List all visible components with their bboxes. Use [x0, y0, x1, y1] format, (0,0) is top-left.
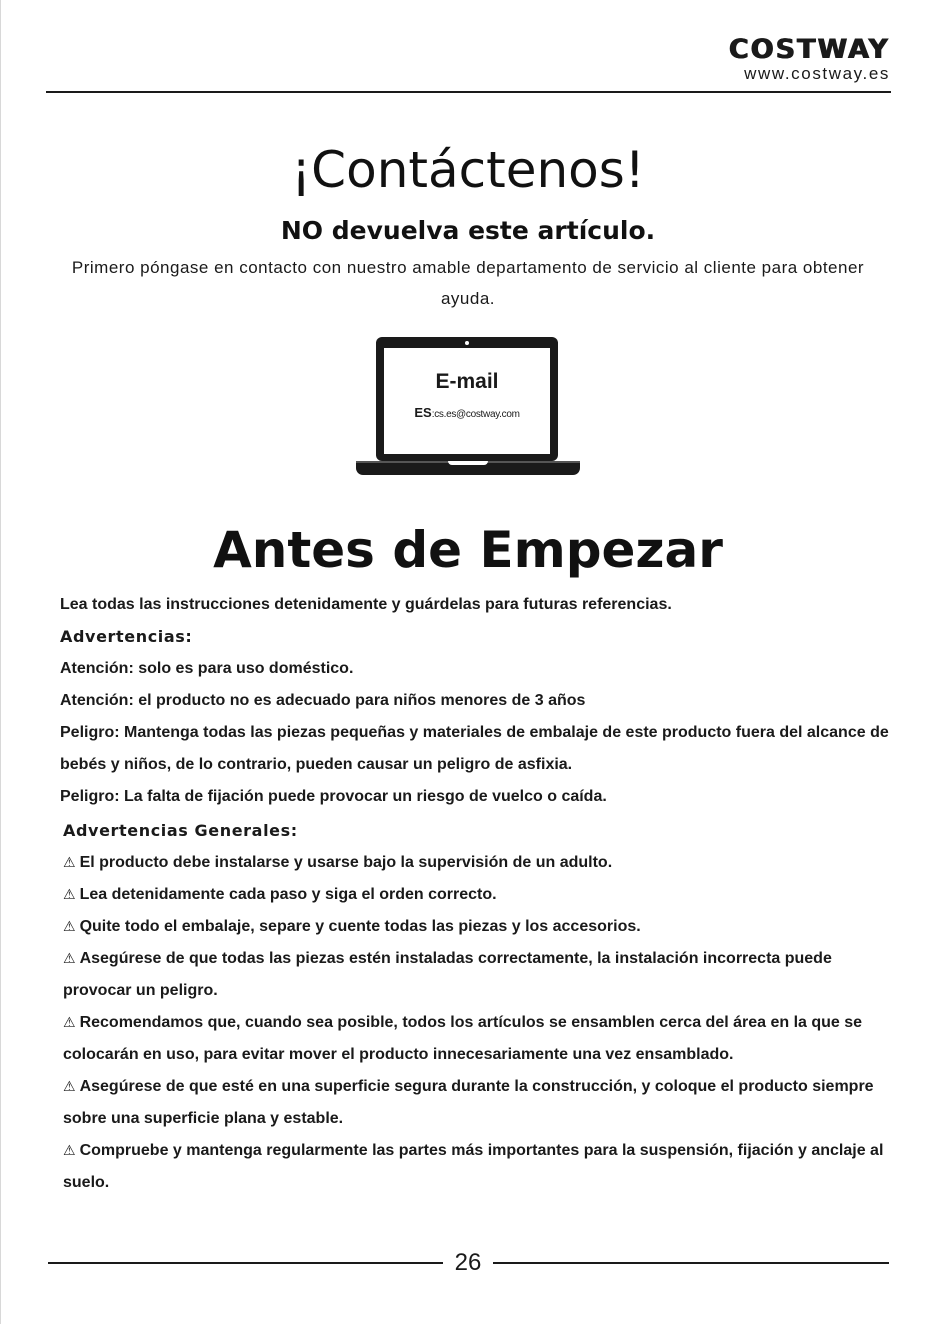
email-separator: : [431, 409, 435, 420]
laptop-display [384, 348, 550, 454]
brand-logo: COSTWAY [728, 34, 890, 65]
general-warning-item [63, 847, 903, 879]
warning-item: Atención: el producto no es adecuado para niños menores de 3 años [60, 692, 586, 709]
page-number: 26 [454, 1249, 482, 1276]
camera-dot [465, 341, 469, 345]
general-warning-item [63, 911, 903, 943]
general-warning-text: Asegúrese de que todas las piezas estén instaladas correctamente, la instalación incorrecta puede provocar un peligro. [63, 950, 832, 999]
email-line [384, 405, 550, 420]
brand-url: www.costway.es [744, 64, 890, 83]
laptop-notch [448, 461, 488, 465]
laptop-icon [356, 337, 580, 479]
brand-block [729, 36, 890, 84]
warning-triangle-icon: ⚠ [63, 951, 76, 967]
general-warning-item [63, 1135, 903, 1199]
before-start-title: Antes de Empezar [213, 521, 723, 579]
warning-triangle-icon: ⚠ [63, 1143, 76, 1159]
warning-item: Peligro: Mantenga todas las piezas pequeñas y materiales de embalaje de este producto fuera del alcance de bebés y niños, de lo contrario, pueden causar un peligro de asfixia. [60, 724, 889, 773]
email-label: E-mail [435, 370, 499, 393]
email-country: ES [414, 405, 432, 420]
general-warning-text: Recomendamos que, cuando sea posible, todos los artículos se ensamblen cerca del área en la que se colocarán en uso, para evitar mover el producto innecesariamente una vez ensamblado. [63, 1014, 863, 1063]
footer-divider-right [493, 1262, 889, 1264]
warnings-section [60, 589, 900, 813]
intro-paragraph: Lea todas las instrucciones detenidamente y guárdelas para futuras referencias. [60, 596, 672, 613]
warnings-heading: Advertencias: [60, 627, 193, 646]
warning-triangle-icon: ⚠ [63, 1015, 76, 1031]
warning-item: Atención: solo es para uso doméstico. [60, 660, 354, 677]
warning-triangle-icon: ⚠ [63, 1079, 76, 1095]
warning-triangle-icon: ⚠ [63, 919, 76, 935]
general-warnings-section [63, 815, 903, 1199]
general-warning-item [63, 943, 903, 1007]
general-warning-text: Compruebe y mantenga regularmente las partes más importantes para la suspensión, fijación y anclaje al suelo. [63, 1142, 884, 1191]
footer-divider-left [48, 1262, 443, 1264]
general-warnings-heading: Advertencias Generales: [63, 821, 298, 840]
warning-triangle-icon: ⚠ [63, 855, 76, 871]
laptop-screen [376, 337, 558, 461]
general-warning-item [63, 1007, 903, 1071]
contact-intro: Primero póngase en contacto con nuestro amable departamento de servicio al cliente para obtener ayuda. [71, 258, 865, 308]
general-warning-item [63, 879, 903, 911]
general-warning-item [63, 1071, 903, 1135]
email-address: cs.es@costway.com [434, 409, 520, 420]
contact-title: ¡Contáctenos! [291, 141, 645, 199]
header-divider [46, 91, 891, 93]
warning-triangle-icon: ⚠ [63, 887, 76, 903]
general-warning-text: Asegúrese de que esté en una superficie segura durante la construcción, y coloque el producto siempre sobre una superficie plana y estable. [63, 1078, 874, 1127]
general-warning-text: Lea detenidamente cada paso y siga el orden correcto. [79, 886, 497, 903]
warning-item: Peligro: La falta de fijación puede provocar un riesgo de vuelco o caída. [60, 788, 607, 805]
contact-subtitle: NO devuelva este artículo. [280, 216, 656, 245]
general-warning-text: Quite todo el embalaje, separe y cuente todas las piezas y los accesorios. [79, 918, 641, 935]
general-warning-text: El producto debe instalarse y usarse bajo la supervisión de un adulto. [79, 854, 613, 871]
